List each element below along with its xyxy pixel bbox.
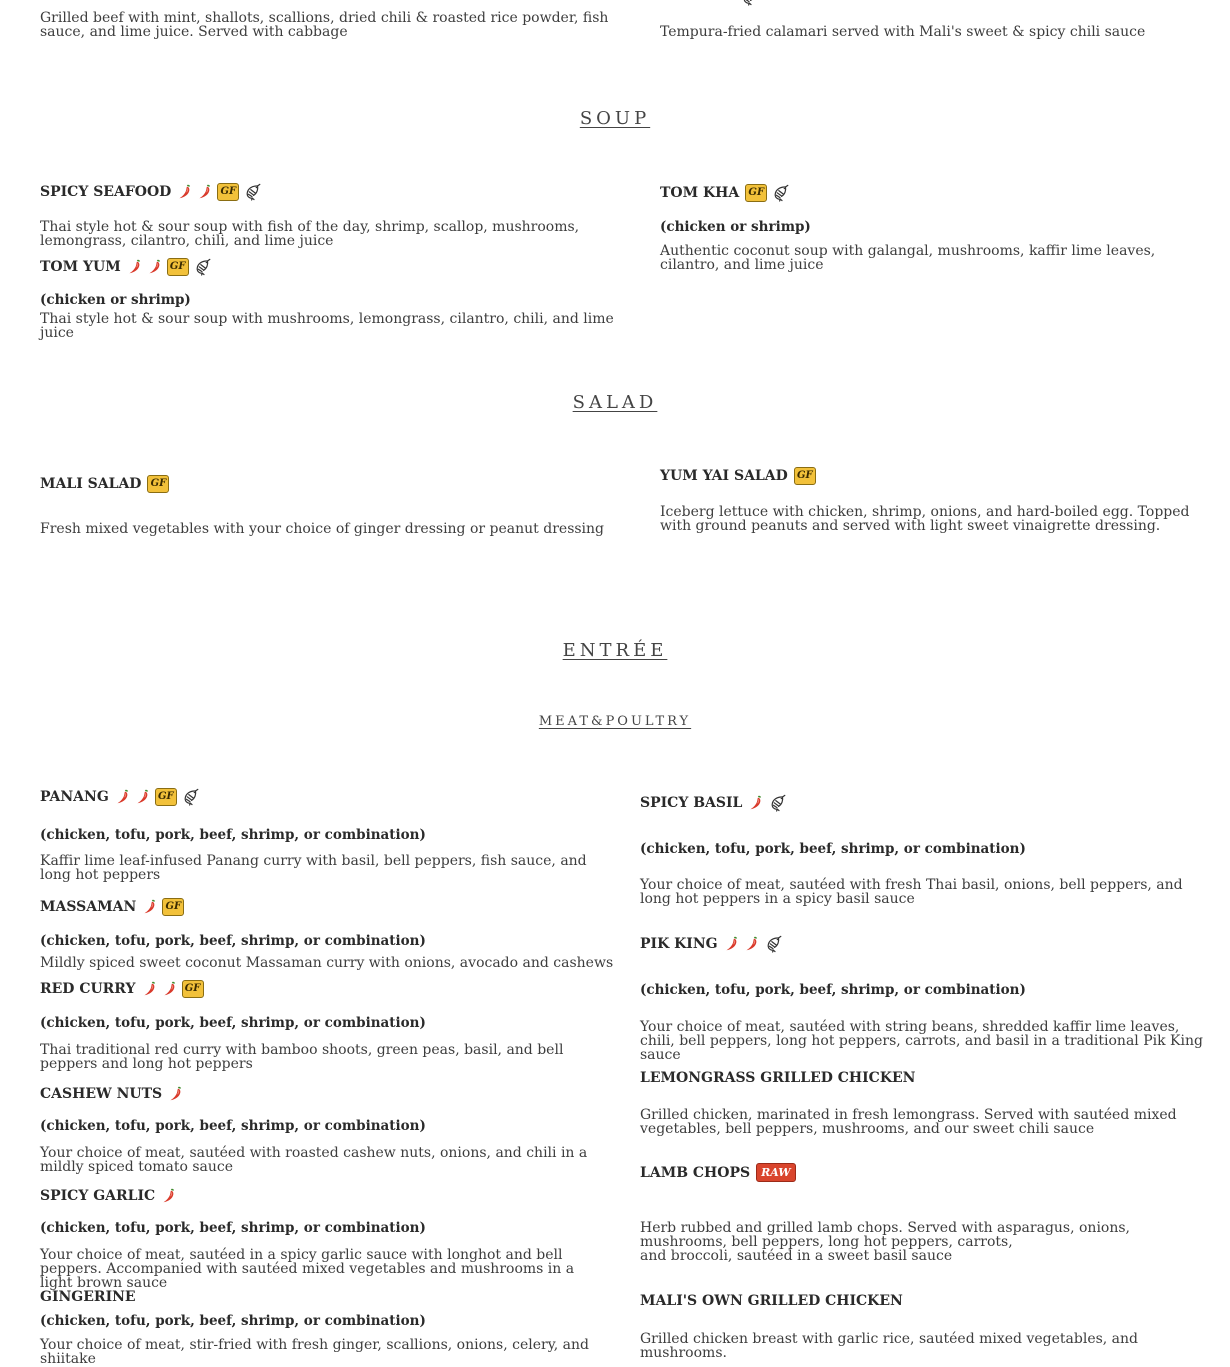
salad-section-title: SALAD bbox=[572, 392, 658, 413]
item-description-line: Herb rubbed and grilled lamb chops. Served with asparagus, onions, mushrooms, bell peppers, long hot peppers, carrots, bbox=[640, 1220, 1131, 1250]
chili-icon bbox=[147, 259, 163, 275]
item-options: (chicken or shrimp) bbox=[660, 219, 811, 235]
shrimp-icon bbox=[181, 788, 199, 806]
item-options: (chicken, tofu, pork, beef, shrimp, or combination) bbox=[640, 841, 1026, 857]
item-description: Grilled chicken breast with garlic rice, sautéed mixed vegetables, and mushrooms. bbox=[640, 1331, 1139, 1361]
chili-icon bbox=[115, 789, 131, 805]
item-name: PANANG bbox=[40, 789, 109, 805]
menu-item-pik-king bbox=[640, 935, 782, 953]
item-description: Iceberg lettuce with chicken, shrimp, onions, and hard-boiled egg. Topped with ground peanuts and served with light sweet vinaigrette dressing. bbox=[660, 504, 1190, 534]
entree-section-title: ENTRÉE bbox=[562, 640, 668, 661]
chili-icon bbox=[127, 259, 143, 275]
item-name: MALI'S OWN GRILLED CHICKEN bbox=[640, 1293, 903, 1309]
item-name: SPICY GARLIC bbox=[40, 1188, 156, 1204]
calamari-description: Tempura-fried calamari served with Mali's sweet & spicy chili sauce bbox=[660, 24, 1146, 40]
item-name: TOM KHA bbox=[660, 185, 740, 201]
menu-item-tom-kha bbox=[660, 184, 789, 202]
menu-item-mali-salad bbox=[40, 475, 169, 493]
chili-icon bbox=[161, 1188, 177, 1204]
item-name: LEMONGRASS GRILLED CHICKEN bbox=[640, 1070, 916, 1086]
chili-icon bbox=[162, 981, 178, 997]
raw-badge: RAW bbox=[756, 1163, 795, 1182]
gluten-free-badge: GF bbox=[147, 475, 169, 493]
item-description: Kaffir lime leaf-infused Panang curry with basil, bell peppers, fish sauce, and long hot peppers bbox=[40, 853, 587, 883]
chili-icon bbox=[142, 981, 158, 997]
menu-item-massaman bbox=[40, 898, 184, 916]
menu-item-red-curry bbox=[40, 980, 204, 998]
gluten-free-badge: GF bbox=[794, 467, 816, 485]
shrimp-icon bbox=[193, 258, 211, 276]
item-description: Thai style hot & sour soup with mushrooms, lemongrass, cilantro, chili, and lime juice bbox=[40, 311, 614, 341]
item-description-line: and broccoli, sautéed in a sweet basil sauce bbox=[640, 1248, 953, 1264]
item-name: LAMB CHOPS bbox=[640, 1164, 751, 1181]
item-description: Your choice of meat, sautéed with fresh Thai basil, onions, bell peppers, and long hot peppers in a spicy basil sauce bbox=[640, 877, 1183, 907]
item-options: (chicken, tofu, pork, beef, shrimp, or combination) bbox=[40, 1118, 426, 1134]
menu-item-panang bbox=[40, 788, 199, 806]
item-description: Thai style hot & sour soup with fish of the day, shrimp, scallop, mushrooms, lemongrass, cilantro, chili, and lime juice bbox=[40, 219, 580, 249]
item-name: MALI SALAD bbox=[40, 476, 142, 492]
chili-icon bbox=[142, 899, 158, 915]
item-name: TOM YUM bbox=[40, 259, 121, 275]
item-name: MASSAMAN bbox=[40, 899, 137, 915]
menu-item-gingerine bbox=[40, 1289, 136, 1305]
menu-item-spicy-garlic bbox=[40, 1188, 177, 1204]
menu-item-tom-yum bbox=[40, 258, 211, 276]
item-options: (chicken, tofu, pork, beef, shrimp, or combination) bbox=[40, 933, 426, 949]
gluten-free-badge: GF bbox=[167, 258, 189, 276]
menu-item-spicy-basil bbox=[640, 794, 786, 812]
item-options: (chicken or shrimp) bbox=[40, 292, 191, 308]
item-name: GINGERINE bbox=[40, 1289, 136, 1305]
item-description: Authentic coconut soup with galangal, mushrooms, kaffir lime leaves, cilantro, and lime juice bbox=[660, 243, 1156, 273]
item-description: Fresh mixed vegetables with your choice of ginger dressing or peanut dressing bbox=[40, 521, 605, 537]
gluten-free-badge: GF bbox=[745, 184, 767, 202]
item-options: (chicken, tofu, pork, beef, shrimp, or combination) bbox=[40, 827, 426, 843]
item-name: SPICY BASIL bbox=[640, 795, 743, 811]
shrimp-icon bbox=[768, 794, 786, 812]
menu-item-lemongrass-grilled-chicken bbox=[640, 1070, 915, 1086]
item-description: Mildly spiced sweet coconut Massaman curry with onions, avocado and cashews bbox=[40, 955, 614, 971]
chili-icon bbox=[135, 789, 151, 805]
item-description: Grilled chicken, marinated in fresh lemongrass. Served with sautéed mixed vegetables, bell peppers, mushrooms, and our sweet chili sauce bbox=[640, 1107, 1177, 1137]
item-options: (chicken, tofu, pork, beef, shrimp, or combination) bbox=[40, 1220, 426, 1236]
shrimp-icon bbox=[771, 184, 789, 202]
shrimp-icon bbox=[740, 0, 758, 10]
item-description: Your choice of meat, sautéed in a spicy garlic sauce with longhot and bell peppers. Accompanied with sautéed mixed vegetables and mushrooms in a light brown sauce bbox=[40, 1247, 575, 1291]
item-options: (chicken, tofu, pork, beef, shrimp, or combination) bbox=[40, 1015, 426, 1031]
item-description: Your choice of meat, sautéed with roasted cashew nuts, onions, and chili in a mildly spiced tomato sauce bbox=[40, 1145, 588, 1175]
chili-icon bbox=[177, 184, 193, 200]
gluten-free-badge: GF bbox=[182, 980, 204, 998]
menu-item-yum-yai-salad bbox=[660, 467, 816, 485]
item-name: YUM YAI SALAD bbox=[660, 468, 788, 484]
item-description: Thai traditional red curry with bamboo shoots, green peas, basil, and bell peppers and long hot peppers bbox=[40, 1042, 564, 1072]
chili-icon bbox=[748, 795, 764, 811]
item-name: PIK KING bbox=[640, 936, 718, 952]
item-options: (chicken, tofu, pork, beef, shrimp, or combination) bbox=[40, 1313, 426, 1329]
gluten-free-badge: GF bbox=[162, 898, 184, 916]
item-description: Your choice of meat, stir-fried with fresh ginger, scallions, onions, celery, and shiitake bbox=[40, 1337, 589, 1367]
shrimp-icon bbox=[243, 183, 261, 201]
larb-description: Grilled beef with mint, shallots, scallions, dried chili & roasted rice powder, fish sauce, and lime juice. Served with cabbage bbox=[40, 10, 609, 40]
item-name: SPICY SEAFOOD bbox=[40, 184, 172, 200]
menu-item-cashew-nuts bbox=[40, 1086, 184, 1102]
chili-icon bbox=[197, 184, 213, 200]
chili-icon bbox=[168, 1086, 184, 1102]
chili-icon bbox=[744, 936, 760, 952]
menu-item-malis-own-grilled-chicken bbox=[640, 1293, 903, 1309]
meat-poultry-subtitle: MEAT&POULTRY bbox=[538, 714, 692, 729]
menu-item-spicy-seafood bbox=[40, 183, 261, 201]
item-name: RED CURRY bbox=[40, 981, 136, 997]
gluten-free-badge: GF bbox=[155, 788, 177, 806]
item-description bbox=[640, 1221, 1210, 1263]
menu-item-lamb-chops bbox=[640, 1163, 796, 1182]
item-description: Your choice of meat, sautéed with string beans, shredded kaffir lime leaves, chili, bell peppers, long hot peppers, carrots, and basil in a traditional Pik King sauce bbox=[640, 1019, 1203, 1063]
item-name: CASHEW NUTS bbox=[40, 1086, 163, 1102]
item-options: (chicken, tofu, pork, beef, shrimp, or combination) bbox=[640, 982, 1026, 998]
soup-section-title: SOUP bbox=[579, 108, 651, 129]
gluten-free-badge: GF bbox=[217, 183, 239, 201]
chili-icon bbox=[724, 936, 740, 952]
shrimp-icon bbox=[764, 935, 782, 953]
